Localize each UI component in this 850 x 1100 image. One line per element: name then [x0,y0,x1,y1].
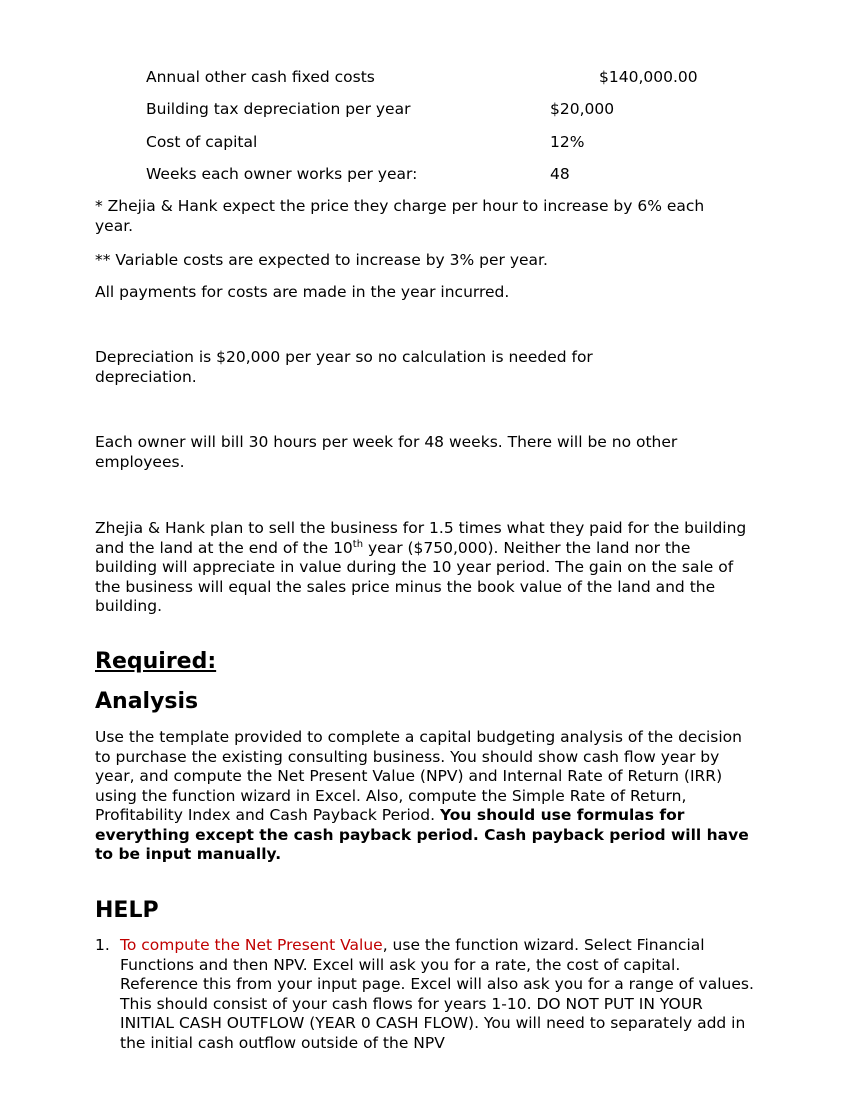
analysis-heading: Analysis [95,689,199,714]
help-item-number: 1. [95,936,110,954]
npv-link[interactable]: To compute the Net Present Value [120,936,383,954]
depreciation-value: $20,000 [550,100,615,118]
weeks-per-year-label: Weeks each owner works per year: [146,165,418,183]
paragraph-sale [95,519,757,617]
analysis-text: Use the template provided to complete a capital budgeting analysis of the decision to purchase the existing consulting business. You should show cash flow year by year, and compute the Net Present Value (NPV) and Internal Rate of Return (IRR) using the function wizard in Excel. Also, compute the Simple Rate of Return, Profitability Index and Cash Payback Period. [95,728,742,824]
help-item-1 [120,936,760,1053]
help-heading: HELP [95,898,159,923]
analysis-paragraph [95,728,755,865]
weeks-per-year-value: 48 [550,165,570,183]
sale-ordinal-suffix: th [352,538,364,550]
required-heading: Required: [95,649,217,674]
sale-text-part2: year ($750,000). Neither the land nor the building will appreciate in value during the 10 year period. The gain on the sale of the business will equal the sales price minus the book value of the land and the building. [95,538,734,615]
analysis-bold-text: You should use formulas for everything except the cash payback period. Cash payback period will have to be input manually. [95,806,749,863]
depreciation-label: Building tax depreciation per year [146,100,411,118]
note-variable-costs: ** Variable costs are expected to increase by 3% per year. [95,251,548,269]
cost-of-capital-value: 12% [550,133,585,151]
paragraph-depreciation: Depreciation is $20,000 per year so no calculation is needed for depreciation. [95,348,593,386]
sale-text-part1: Zhejia & Hank plan to sell the business for 1.5 times what they paid for the building and the land at the end of the 10 [95,519,747,557]
help-item-1-text: , use the function wizard. Select Financial Functions and then NPV. Excel will ask you for a rate, the cost of capital. Reference this from your input page. Excel will also ask you for a range of values. This should consist of your cash flows for years 1-10. DO NOT PUT IN YOUR INITIAL CASH OUTFLOW (YEAR 0 CASH FLOW). You will need to separately add in the initial cash outflow outside of the NPV [120,936,754,1052]
fixed-costs-value: $140,000.00 [599,68,698,86]
note-price-increase: * Zhejia & Hank expect the price they charge per hour to increase by 6% each year. [95,197,705,235]
note-payments: All payments for costs are made in the year incurred. [95,283,510,301]
paragraph-billing: Each owner will bill 30 hours per week for 48 weeks. There will be no other employees. [95,433,678,471]
cost-of-capital-label: Cost of capital [146,133,258,151]
fixed-costs-label: Annual other cash fixed costs [146,68,375,86]
